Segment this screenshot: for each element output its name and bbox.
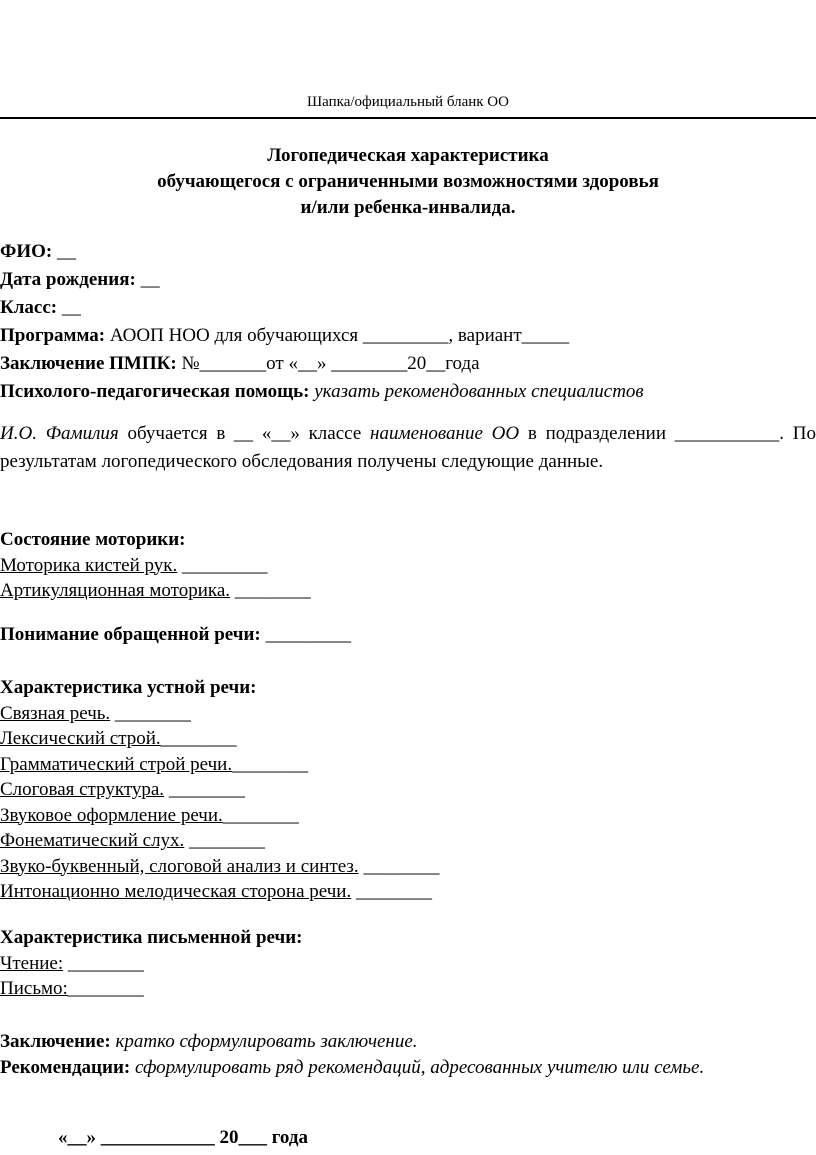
written-section <box>0 925 816 1002</box>
intro-text-1: обучается в __ «__» классе <box>118 423 371 444</box>
document-title <box>0 143 816 221</box>
oral-item <box>0 701 816 727</box>
written-reading-row <box>0 951 816 977</box>
oral-heading <box>0 675 816 701</box>
conclusion-value: кратко сформулировать заключение. <box>115 1031 418 1052</box>
oral-item-blank: ________ <box>222 804 299 826</box>
oral-item-label: Фонематический слух. <box>0 830 185 851</box>
oral-item-blank: ________ <box>232 753 309 775</box>
understanding-section <box>0 622 816 648</box>
motor-hands-label: Моторика кистей рук. <box>0 554 178 576</box>
recommendations-value: сформулировать ряд рекомендаций, адресованных учителю или семье. <box>134 1056 705 1078</box>
oral-item-blank: ________ <box>184 830 266 851</box>
oral-item-blank: ________ <box>160 728 237 749</box>
field-program-value: АООП НОО для обучающихся _________, вариант_____ <box>105 325 570 346</box>
oral-item <box>0 726 816 752</box>
motor-artic-row <box>0 578 816 604</box>
conclusion-label: Заключение: <box>0 1031 111 1052</box>
intro-name: И.О. Фамилия <box>0 423 119 444</box>
conclusion-section <box>0 1029 816 1080</box>
intro-school: наименование ОО <box>370 423 520 444</box>
motor-hands-blank: _________ <box>177 554 268 576</box>
understanding-label: Понимание обращенной речи: <box>0 624 261 645</box>
field-dob-value: __ <box>135 269 160 290</box>
oral-item <box>0 828 816 854</box>
understanding-blank: _________ <box>260 624 351 645</box>
oral-item-label: Интонационно мелодическая сторона речи. <box>0 881 352 902</box>
oral-item-blank: ________ <box>110 702 191 724</box>
oral-item-label: Грамматический строй речи. <box>0 753 233 775</box>
field-program-label: Программа: <box>0 325 106 346</box>
oral-item-label: Слоговая структура. <box>0 779 165 800</box>
title-line-1: Логопедическая характеристика <box>267 145 549 166</box>
oral-item <box>0 803 816 829</box>
recommendations-label: Рекомендации: <box>0 1056 131 1078</box>
field-dob <box>0 266 816 294</box>
oral-item <box>0 879 816 905</box>
title-line-3: и/или ребенка-инвалида. <box>300 197 516 218</box>
oral-item-label: Звуко-буквенный, слоговой анализ и синтез. <box>0 855 359 877</box>
field-pmpk-value: №_______от «__» ________20__года <box>176 353 480 374</box>
field-help-label: Психолого-педагогическая помощь: <box>0 381 310 402</box>
field-class-label: Класс: <box>0 297 58 318</box>
oral-item-blank: ________ <box>164 779 245 800</box>
written-writing-blank: ________ <box>67 978 144 999</box>
footer-date-line: «__» ____________ 20___ года <box>58 1127 308 1148</box>
written-heading-text: Характеристика письменной речи: <box>0 927 303 948</box>
oral-item-label: Лексический строй. <box>0 728 161 749</box>
written-writing-label: Письмо: <box>0 978 68 999</box>
field-dob-label: Дата рождения: <box>0 269 136 290</box>
motor-artic-blank: ________ <box>230 580 311 601</box>
oral-item <box>0 777 816 803</box>
student-fields <box>0 238 816 406</box>
oral-item-label: Звуковое оформление речи. <box>0 804 223 826</box>
written-heading <box>0 925 816 951</box>
written-reading-label: Чтение: <box>0 952 64 974</box>
oral-heading-text: Характеристика устной речи: <box>0 677 257 698</box>
letterhead: Шапка/официальный бланк ОО <box>307 94 509 110</box>
field-fio-label: ФИО: <box>0 241 53 262</box>
written-writing-row <box>0 976 816 1002</box>
oral-item-label: Связная речь. <box>0 702 111 724</box>
understanding-row <box>0 622 816 648</box>
motor-artic-label: Артикуляционная моторика. <box>0 580 231 601</box>
intro-text-2: в подразделении ___________. По результатам логопедического обследования получены следующие данные. <box>0 423 816 472</box>
field-help <box>0 378 816 406</box>
oral-item-blank: ________ <box>358 855 440 877</box>
field-class <box>0 294 816 322</box>
header-rule <box>0 117 816 119</box>
oral-section <box>0 675 816 905</box>
motor-heading-text: Состояние моторики: <box>0 529 186 550</box>
intro-paragraph <box>0 420 816 476</box>
field-fio-value: __ <box>52 241 76 262</box>
field-fio <box>0 238 816 266</box>
field-pmpk <box>0 350 816 378</box>
recommendations-row <box>0 1055 816 1081</box>
written-reading-blank: ________ <box>63 952 144 974</box>
title-line-2: обучающегося с ограниченными возможностями здоровья <box>157 171 659 192</box>
field-help-value: указать рекомендованных специалистов <box>314 381 644 402</box>
oral-item <box>0 854 816 880</box>
motor-heading <box>0 527 816 553</box>
field-program <box>0 322 816 350</box>
motor-section <box>0 527 816 604</box>
conclusion-row <box>0 1029 816 1055</box>
oral-item-blank: ________ <box>351 881 432 902</box>
oral-item <box>0 752 816 778</box>
field-pmpk-label: Заключение ПМПК: <box>0 353 177 374</box>
motor-hands-row <box>0 553 816 579</box>
field-class-value: __ <box>57 297 81 318</box>
